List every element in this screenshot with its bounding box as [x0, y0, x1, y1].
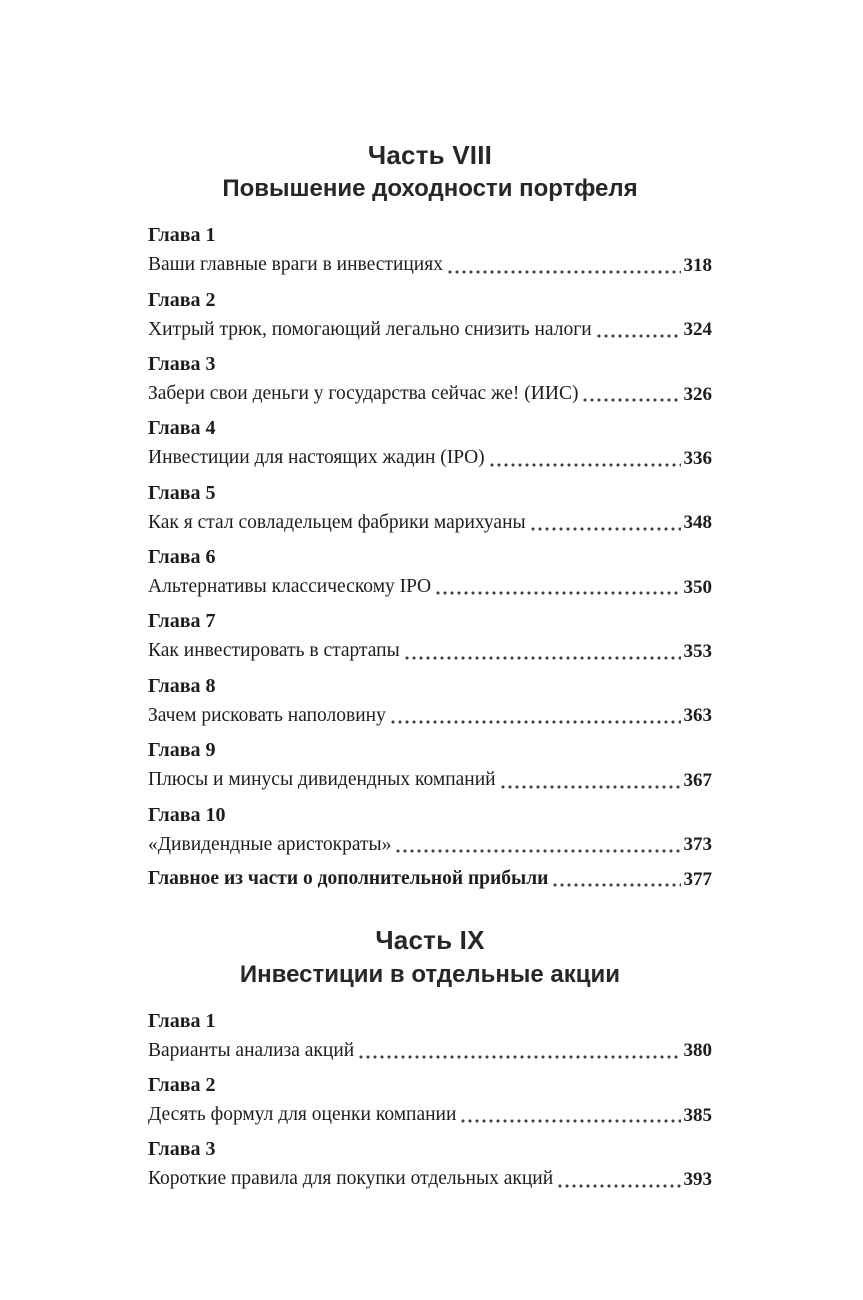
page-number: 385	[683, 1104, 712, 1126]
toc-entry	[148, 738, 712, 792]
toc-entry	[148, 1009, 712, 1063]
toc-line	[148, 704, 712, 728]
page-number: 350	[683, 576, 712, 598]
toc-line	[148, 1167, 712, 1191]
dot-leader	[490, 463, 681, 467]
toc-line	[148, 318, 712, 342]
toc-line	[148, 446, 712, 470]
dot-leader	[391, 720, 681, 724]
chapter-title: Альтернативы классическому IPO	[148, 576, 432, 598]
chapter-title: Забери свои деньги у государства сейчас же! (ИИС)	[148, 382, 579, 404]
page-number: 348	[683, 512, 712, 534]
chapter-title: Варианты анализа акций	[148, 1039, 355, 1061]
page-number: 326	[683, 383, 712, 405]
page-number: 324	[683, 319, 712, 341]
dot-leader	[396, 849, 680, 853]
toc-line	[148, 1039, 712, 1063]
chapter-title: Хитрый трюк, помогающий легально снизить налоги	[148, 318, 592, 340]
dot-leader	[583, 398, 680, 402]
chapter-title: Зачем рисковать наполовину	[148, 704, 386, 726]
dot-leader	[436, 591, 680, 595]
toc-entry	[148, 1137, 712, 1191]
page-number: 336	[683, 447, 712, 469]
chapter-title: Как я стал совладельцем фабрики марихуаны	[148, 511, 526, 533]
toc-entry	[148, 288, 712, 342]
page-number: 373	[683, 834, 712, 856]
part-summary-line	[148, 867, 712, 891]
toc-line	[148, 575, 712, 599]
toc-entry	[148, 352, 712, 406]
page-number: 353	[683, 641, 712, 663]
toc-entry	[148, 481, 712, 535]
toc-content	[148, 140, 712, 1192]
dot-leader	[597, 334, 681, 338]
part-subtitle: Повышение доходности портфеля	[222, 175, 638, 203]
toc-entry	[148, 416, 712, 470]
chapter-title: Плюсы и минусы дивидендных компаний	[148, 769, 496, 791]
chapter-title: Как инвестировать в стартапы	[148, 640, 400, 662]
toc-line	[148, 253, 712, 277]
page-number: 380	[683, 1040, 712, 1062]
chapter-label: Глава 7	[148, 610, 216, 633]
toc-line	[148, 511, 712, 535]
chapter-title: «Дивидендные аристократы»	[148, 833, 392, 855]
chapter-label: Глава 6	[148, 546, 216, 569]
toc-entry	[148, 545, 712, 599]
toc-entry	[148, 1073, 712, 1127]
chapter-label: Глава 10	[148, 803, 226, 826]
chapter-title: Ваши главные враги в инвестициях	[148, 254, 443, 276]
chapter-label: Глава 1	[148, 1009, 216, 1032]
dot-leader	[501, 785, 681, 789]
dot-leader	[461, 1119, 680, 1123]
dot-leader	[558, 1184, 680, 1188]
chapter-title: Короткие правила для покупки отдельных акций	[148, 1168, 554, 1190]
part-title: Часть IX	[375, 925, 485, 956]
part-title: Часть VIII	[367, 140, 493, 170]
dot-leader	[531, 527, 681, 531]
page-number: 393	[683, 1168, 712, 1190]
page-number: 318	[683, 254, 712, 276]
dot-leader	[359, 1055, 680, 1059]
toc-entry	[148, 674, 712, 728]
page-number: 363	[683, 705, 712, 727]
chapter-label: Глава 2	[148, 1073, 216, 1096]
chapter-title: Десять формул для оценки компании	[148, 1103, 457, 1125]
toc-line	[148, 768, 712, 792]
summary-title: Главное из части о дополнительной прибыли	[148, 867, 549, 889]
toc-line	[148, 382, 712, 406]
page-number: 367	[683, 769, 712, 791]
toc-entry	[148, 609, 712, 663]
chapter-label: Глава 5	[148, 481, 216, 504]
dot-leader	[448, 270, 681, 274]
chapter-title: Инвестиции для настоящих жадин (IPO)	[148, 447, 485, 469]
toc-entry	[148, 803, 712, 857]
part-subtitle: Инвестиции в отдельные акции	[239, 960, 621, 988]
dot-leader	[553, 883, 680, 887]
toc-line	[148, 639, 712, 663]
dot-leader	[405, 656, 681, 660]
chapter-label: Глава 3	[148, 1138, 216, 1161]
page-number: 377	[683, 868, 712, 890]
chapter-label: Глава 2	[148, 288, 216, 311]
toc-entry	[148, 223, 712, 277]
chapter-label: Глава 3	[148, 352, 216, 375]
toc-line	[148, 1103, 712, 1127]
chapter-label: Глава 4	[148, 417, 216, 440]
chapter-label: Глава 8	[148, 674, 216, 697]
chapter-label: Глава 9	[148, 739, 216, 762]
chapter-label: Глава 1	[148, 224, 216, 247]
toc-line	[148, 833, 712, 857]
